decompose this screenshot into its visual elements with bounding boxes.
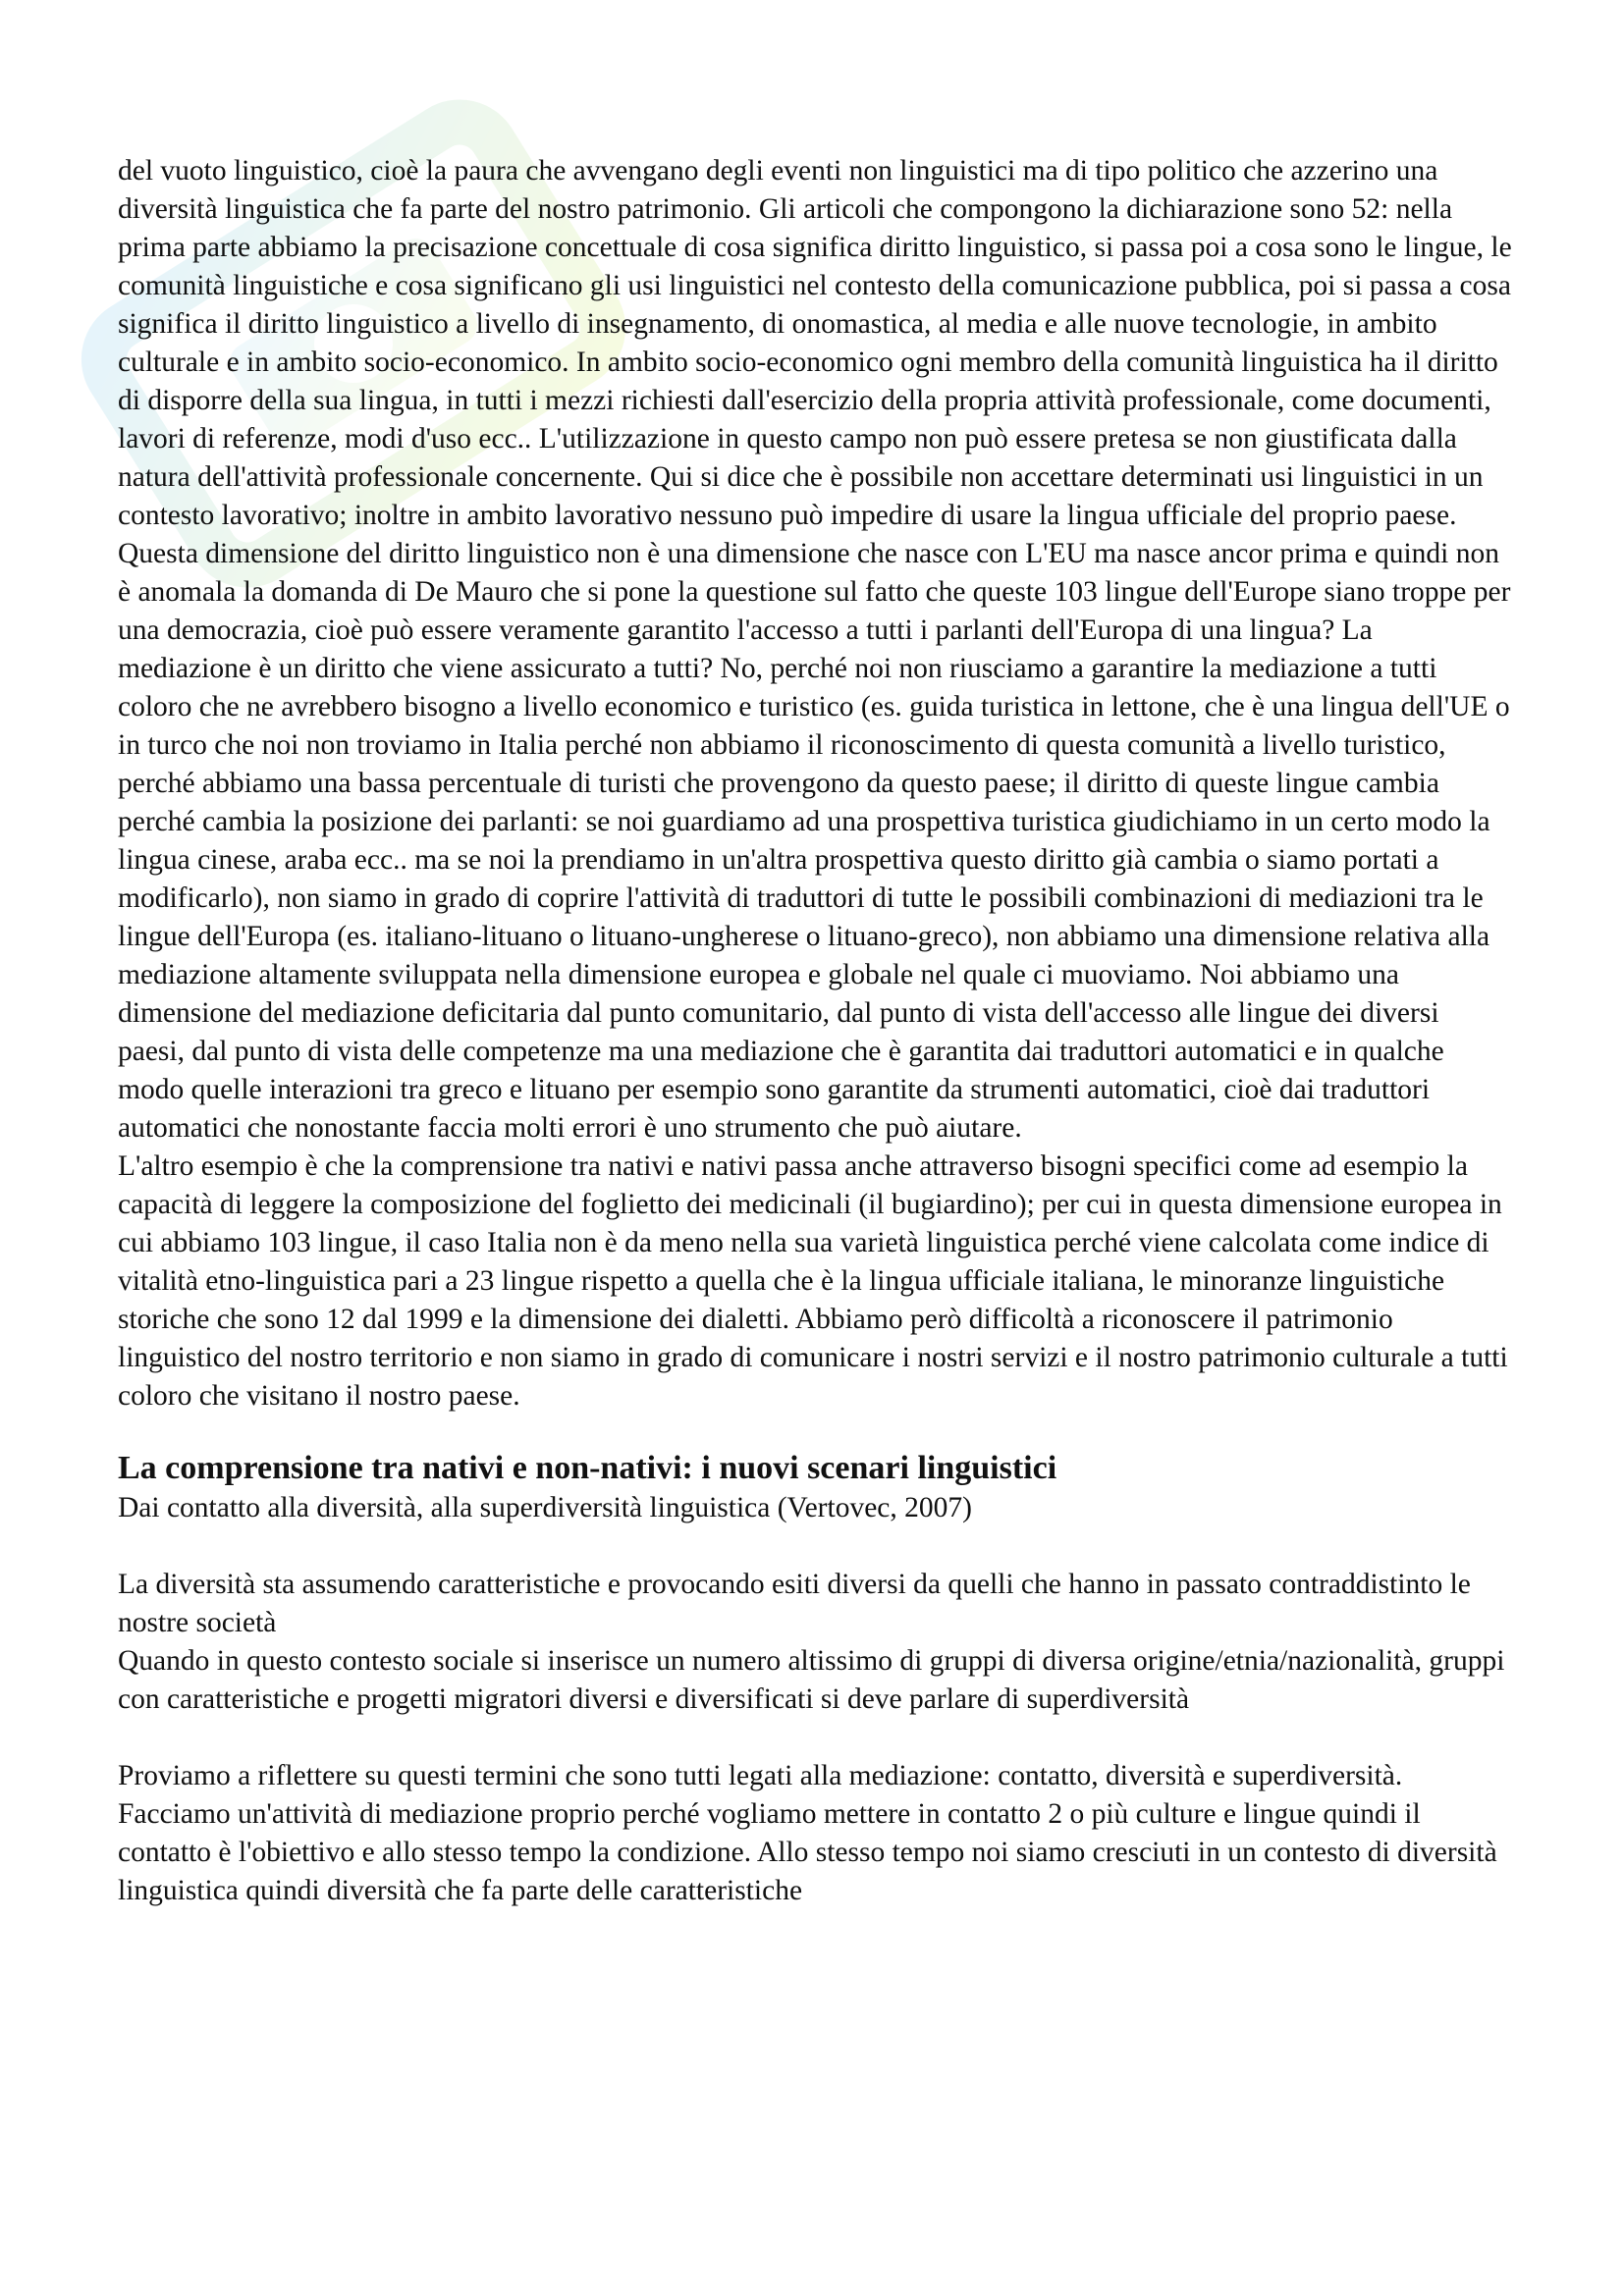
paragraph: Proviamo a riflettere su questi termini che sono tutti legati alla mediazione: contatto, diversità e superdiversità. Facciamo un'attività di mediazione proprio perché vogliamo mettere in contatto 2 o più culture e lingue quindi il contatto è l'obiettivo e allo stesso tempo la condizione. Allo stesso tempo noi siamo cresciuti in un contesto di diversità linguistica quindi diversità che fa parte delle caratteristiche <box>118 1760 1497 1906</box>
section-heading: La comprensione tra nativi e non-nativi: i nuovi scenari linguistici <box>118 1450 1057 1486</box>
paragraph: del vuoto linguistico, cioè la paura che avvengano degli eventi non linguistici ma di tipo politico che azzerino una diversità linguistica che fa parte del nostro patrimonio. Gli articoli che compongono la dichiarazione sono 52: nella prima parte abbiamo la precisazione concettuale di cosa significa diritto linguistico, si passa poi a cosa sono le lingue, le comunità linguistiche e cosa significano gli usi linguistici nel contesto della comunicazione pubblica, poi si passa a cosa significa il diritto linguistico a livello di insegnamento, di onomastica, al media e alle nuove tecnologie, in ambito culturale e in ambito socio-economico. In ambito socio-economico ogni membro della comunità linguistica ha il diritto di disporre della sua lingua, in tutti i mezzi richiesti dall'esercizio della propria attività professionale, come documenti, lavori di referenze, modi d'uso ecc.. L'utilizzazione in questo campo non può essere pretesa se non giustificata dalla natura dell'attività professionale concernente. Qui si dice che è possibile non accettare determinati usi linguistici in un contesto lavorativo; inoltre in ambito lavorativo nessuno può impedire di usare la lingua ufficiale del proprio paese. <box>118 155 1512 531</box>
blank-line <box>118 1527 1512 1566</box>
section-subtitle: Dai contatto alla diversità, alla superdiversità linguistica (Vertovec, 2007) <box>118 1492 972 1523</box>
paragraph: Questa dimensione del diritto linguistico non è una dimensione che nasce con L'EU ma nasce ancor prima e quindi non è anomala la domanda di De Mauro che si pone la questione sul fatto che queste 103 lingue dell'Europe siano troppe per una democrazia, cioè può essere veramente garantito l'accesso a tutti i parlanti dell'Europa di una lingua? La mediazione è un diritto che viene assicurato a tutti? No, perché noi non riusciamo a garantire la mediazione a tutti coloro che ne avrebbero bisogno a livello economico e turistico (es. guida turistica in lettone, che è una lingua dell'UE o in turco che noi non troviamo in Italia perché non abbiamo il riconoscimento di questa comunità a livello turistico, perché abbiamo una bassa percentuale di turisti che provengono da questo paese; il diritto di queste lingue cambia perché cambia la posizione dei parlanti: se noi guardiamo ad una prospettiva turistica giudichiamo in un certo modo la lingua cinese, araba ecc.. ma se noi la prendiamo in un'altra prospettiva questo diritto già cambia o siamo portati a modificarlo), non siamo in grado di coprire l'attività di traduttori di tutte le possibili combinazioni di mediazioni tra le lingue dell'Europa (es. italiano-lituano o lituano-ungherese o lituano-greco), non abbiamo una dimensione relativa alla mediazione altamente sviluppata nella dimensione europea e globale nel quale ci muoviamo. Noi abbiamo una dimensione del mediazione deficitaria dal punto comunitario, dal punto di vista dell'accesso alle lingue dei diversi paesi, dal punto di vista delle competenze ma una mediazione che è garantita dai traduttori automatici e in qualche modo quelle interazioni tra greco e lituano per esempio sono garantite da strumenti automatici, cioè dai traduttori automatici che nonostante faccia molti errori è uno strumento che può aiutare. <box>118 538 1511 1144</box>
paragraph: Quando in questo contesto sociale si inserisce un numero altissimo di gruppi di diversa origine/etnia/nazionalità, gruppi con caratteristiche e progetti migratori diversi e diversificati si deve parlare di superdiversità <box>118 1645 1505 1715</box>
document-body <box>118 152 1512 1910</box>
paragraph: La diversità sta assumendo caratteristiche e provocando esiti diversi da quelli che hanno in passato contraddistinto le nostre società <box>118 1569 1471 1638</box>
blank-line <box>118 1719 1512 1757</box>
paragraph: L'altro esempio è che la comprensione tra nativi e nativi passa anche attraverso bisogni specifici come ad esempio la capacità di leggere la composizione del foglietto dei medicinali (il bugiardino); per cui in questa dimensione europea in cui abbiamo 103 lingue, il caso Italia non è da meno nella sua varietà linguistica perché viene calcolata come indice di vitalità etno-linguistica pari a 23 lingue rispetto a quella che è la lingua ufficiale italiana, le minoranze linguistiche storiche che sono 12 dal 1999 e la dimensione dei dialetti. Abbiamo però difficoltà a riconoscere il patrimonio linguistico del nostro territorio e non siamo in grado di comunicare i nostri servizi e il nostro patrimonio culturale a tutti coloro che visitano il nostro paese. <box>118 1150 1508 1412</box>
